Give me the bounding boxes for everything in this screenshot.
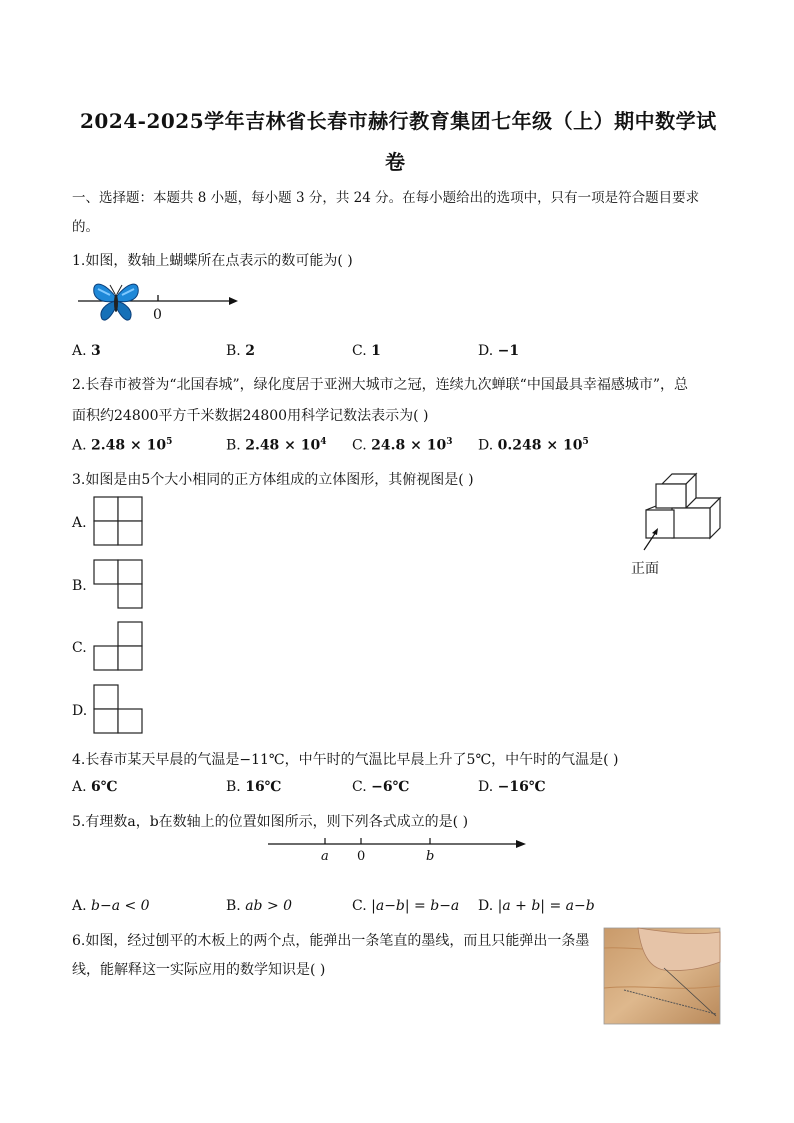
q3-front-label: 正面	[631, 561, 659, 577]
q5-option-a: A. b−a < 0	[72, 898, 150, 914]
q1-number-line	[72, 275, 252, 335]
q5-option-b: B. ab > 0	[226, 898, 293, 914]
q4-option-c: C. −6℃	[352, 779, 410, 795]
q2-line2: 面积约24800平方千米数据24800用科学记数法表示为( )	[72, 408, 429, 424]
q5-label-zero: 0	[357, 849, 366, 864]
q1-option-d: D. −1	[478, 343, 520, 359]
q5-label-b: b	[426, 849, 435, 864]
q3-option-c-grid	[93, 621, 145, 673]
q6-line1: 6.如图，经过刨平的木板上的两个点，能弹出一条笔直的墨线，而且只能弹出一条墨	[72, 933, 590, 949]
q2-option-b: B. $2.48 \times 10^4$	[226, 437, 327, 454]
q3-option-a-label: A.	[72, 515, 87, 531]
q1-zero-label: 0	[153, 307, 162, 323]
page-title-line2: 卷	[385, 150, 406, 174]
q3-option-d-label: D.	[72, 703, 88, 719]
page-title-line1: 2024-2025学年吉林省长春市赫行教育集团七年级（上）期中数学试	[80, 109, 717, 133]
q5-number-line	[268, 834, 530, 854]
q4-option-a: A. 6℃	[72, 779, 118, 795]
q3-option-d-grid	[93, 684, 145, 736]
section1-line2: 的。	[72, 219, 99, 235]
q3-option-a-grid	[93, 496, 145, 548]
q1-text: 1.如图，数轴上蝴蝶所在点表示的数可能为( )	[72, 253, 353, 269]
q5-option-d: D. |a + b| = a−b	[478, 898, 595, 914]
q2-option-a: A. $2.48 \times 10^5$	[72, 437, 173, 454]
q1-option-c: C. 1	[352, 343, 381, 359]
q2-line1: 2.长春市被誉为“北国春城”，绿化度居于亚洲大城市之冠，连续九次蝉联“中国最具幸福感城市”，总	[72, 377, 688, 393]
q4-option-b: B. 16℃	[226, 779, 282, 795]
q2-option-c: C. $24.8 \times 10^3$	[352, 437, 453, 454]
q5-text: 5.有理数a，b在数轴上的位置如图所示，则下列各式成立的是( )	[72, 814, 469, 830]
q5-label-a: a	[321, 849, 329, 864]
butterfly-icon	[94, 284, 139, 320]
q3-option-b-label: B.	[72, 578, 87, 594]
q3-text: 3.如图是由5个大小相同的正方体组成的立体图形，其俯视图是( )	[72, 472, 474, 488]
q2-option-d: D. $0.248 \times 10^5$	[478, 437, 589, 454]
q6-line2: 线，能解释这一实际应用的数学知识是( )	[72, 962, 326, 978]
q3-option-b-grid	[93, 559, 145, 611]
q4-text: 4.长春市某天早晨的气温是−11℃，中午时的气温比早晨上升了5℃，中午时的气温是( )	[72, 752, 619, 768]
section1-line1: 一、选择题：本题共 8 小题，每小题 3 分，共 24 分。在每小题给出的选项中，只有一项是符合题目要求	[72, 190, 700, 206]
q1-option-b: B. 2	[226, 343, 255, 359]
q3-option-c-label: C.	[72, 640, 87, 656]
q5-option-c: C. |a−b| = b−a	[352, 898, 460, 914]
q6-wood-board-photo	[604, 928, 720, 1024]
q1-option-a: A. 3	[72, 343, 101, 359]
q4-option-d: D. −16℃	[478, 779, 546, 795]
